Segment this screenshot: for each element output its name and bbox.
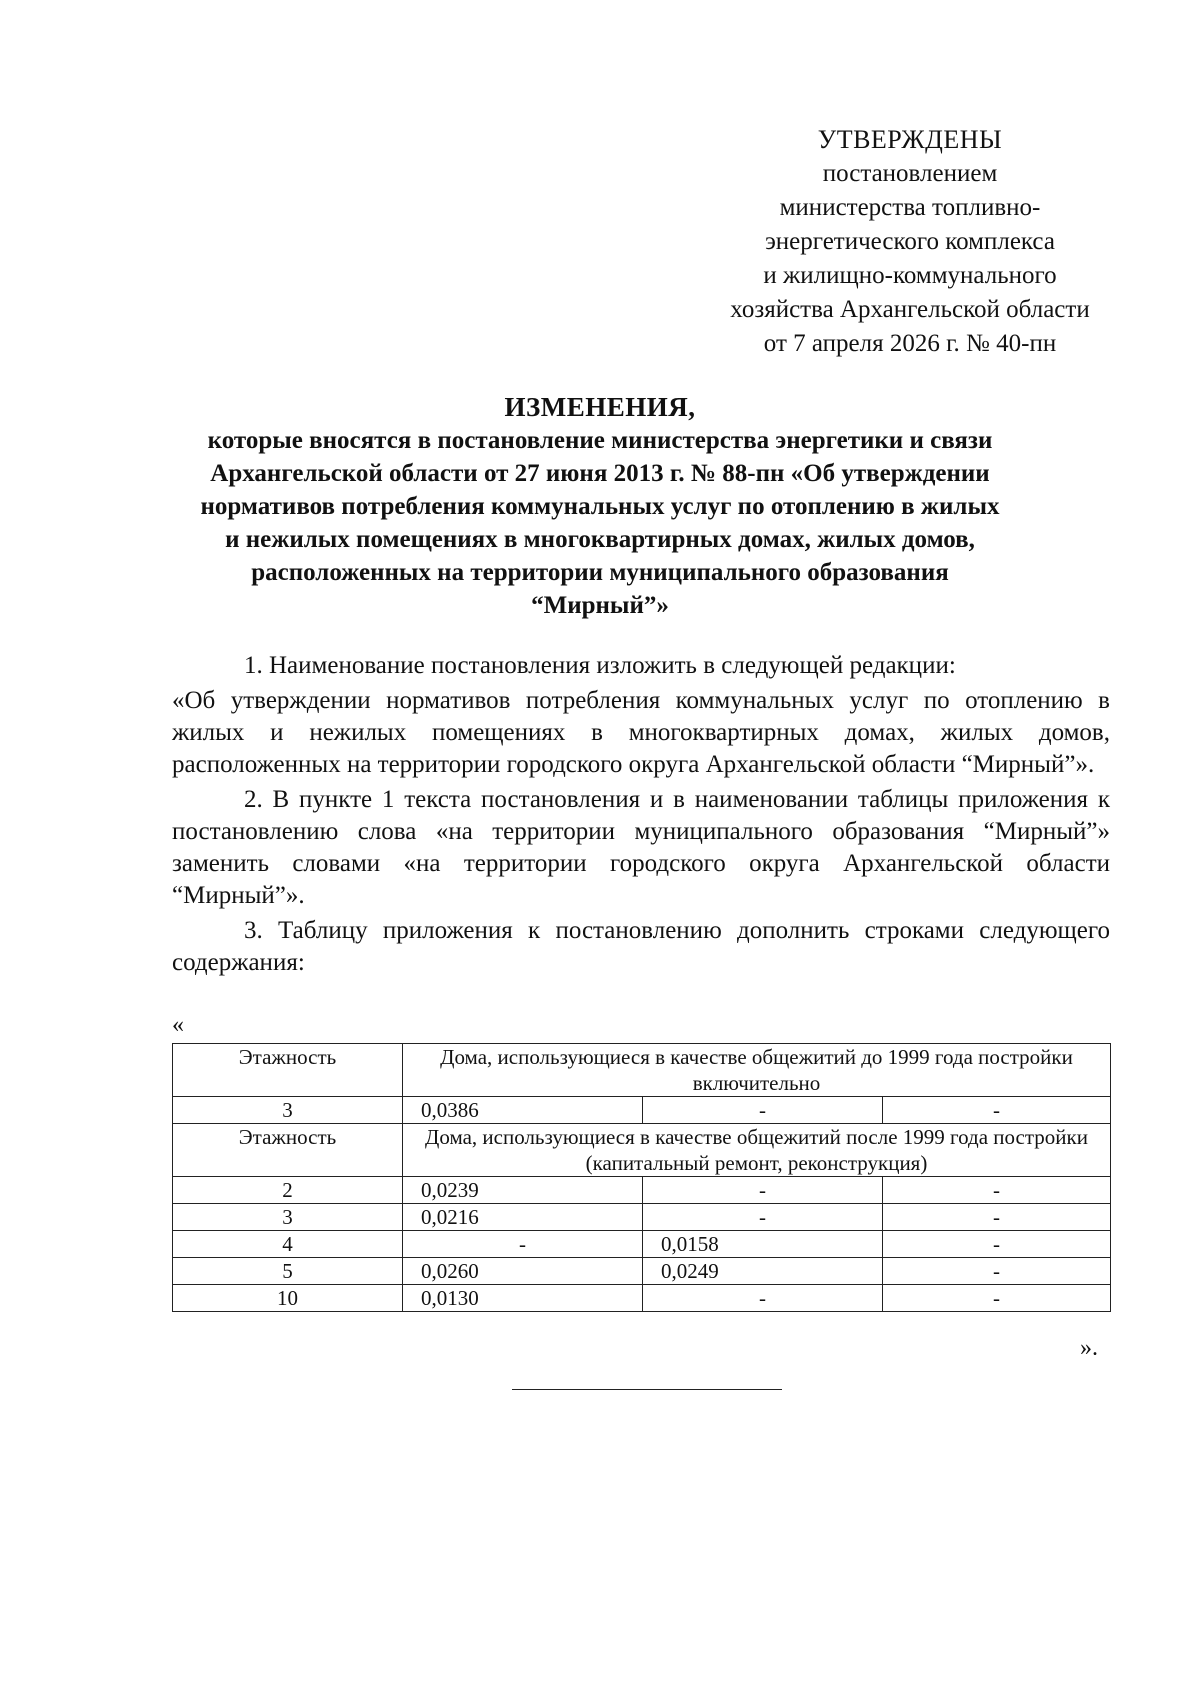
norms-table (172, 1043, 1111, 1312)
close-quote: ». (1080, 1335, 1098, 1361)
table-cell: - (643, 1177, 883, 1204)
approval-line: и жилищно-коммунального (763, 262, 1057, 289)
table-cell: 0,0216 (403, 1204, 643, 1231)
title-block (150, 390, 1050, 622)
end-rule (512, 1389, 782, 1390)
table-cell: 2 (173, 1177, 403, 1204)
table-row (173, 1097, 1111, 1124)
approval-heading: УТВЕРЖДЕНЫ (817, 125, 1003, 154)
table-cell: - (643, 1285, 883, 1312)
table-group-header: Дома, использующиеся в качестве общежитий после 1999 года постройки (капитальный ремонт, реконструкция) (403, 1124, 1111, 1177)
table-cell: 0,0130 (403, 1285, 643, 1312)
table-cell: - (883, 1258, 1111, 1285)
table-cell: 5 (173, 1258, 403, 1285)
table-cell: 4 (173, 1231, 403, 1258)
table-cell: 0,0249 (643, 1258, 883, 1285)
approval-line: постановлением (822, 160, 998, 187)
approval-line: от 7 апреля 2026 г. № 40-пн (763, 330, 1057, 357)
table-cell: - (883, 1204, 1111, 1231)
table-cell: 3 (173, 1097, 403, 1124)
table-cell: 10 (173, 1285, 403, 1312)
approval-block (690, 123, 1130, 361)
table-row (173, 1285, 1111, 1312)
table-cell: - (883, 1285, 1111, 1312)
table-cell: 0,0239 (403, 1177, 643, 1204)
table-row (173, 1177, 1111, 1204)
table-cell: 0,0386 (403, 1097, 643, 1124)
approval-line: хозяйства Архангельской области (730, 296, 1090, 323)
body-text (172, 650, 1110, 982)
table-cell: 3 (173, 1204, 403, 1231)
paragraph-3: 3. Таблицу приложения к постановлению дополнить строками следующего содержания: (172, 917, 1110, 976)
table-cell: - (883, 1177, 1111, 1204)
table-row (173, 1231, 1111, 1258)
paragraph-2: 2. В пункте 1 текста постановления и в наименовании таблицы приложения к постановлению слова «на территории муниципального образования “Мирный”» заменить словами «на территории городского округа Архангельской области “Мирный”». (172, 786, 1110, 909)
paragraph-1: 1. Наименование постановления изложить в следующей редакции: (244, 652, 956, 679)
table-col-header: Этажность (173, 1124, 403, 1177)
table-cell: - (883, 1097, 1111, 1124)
table-header-row (173, 1124, 1111, 1177)
document-title: ИЗМЕНЕНИЯ, (504, 392, 696, 422)
table-group-header: Дома, использующиеся в качестве общежитий до 1999 года постройки включительно (403, 1044, 1111, 1097)
table-row (173, 1204, 1111, 1231)
table-cell: - (643, 1204, 883, 1231)
table-col-header: Этажность (173, 1044, 403, 1097)
paragraph-1-quote: «Об утверждении нормативов потребления коммунальных услуг по отоплению в жилых и нежилых помещениях в многоквартирных домах, жилых домов, расположенных на территории городского округа Архангельской области “Мирный”». (172, 687, 1110, 778)
document-subtitle: которые вносятся в постановление министерства энергетики и связи Архангельской области от 27 июня 2013 г. № 88-пн «Об утверждении нормативов потребления коммунальных услуг по отоплению в жилых и нежилых помещениях в многоквартирных домах, жилых домов, расположенных на территории муниципального образования “Мирный”» (200, 427, 1000, 619)
table-cell: 0,0158 (643, 1231, 883, 1258)
table-header-row (173, 1044, 1111, 1097)
table-cell: 0,0260 (403, 1258, 643, 1285)
open-quote: « (172, 1012, 184, 1038)
table-cell: - (883, 1231, 1111, 1258)
table-row (173, 1258, 1111, 1285)
approval-line: министерства топливно- (779, 194, 1041, 221)
table-cell: - (643, 1097, 883, 1124)
table-cell: - (403, 1231, 643, 1258)
approval-line: энергетического комплекса (765, 228, 1055, 255)
